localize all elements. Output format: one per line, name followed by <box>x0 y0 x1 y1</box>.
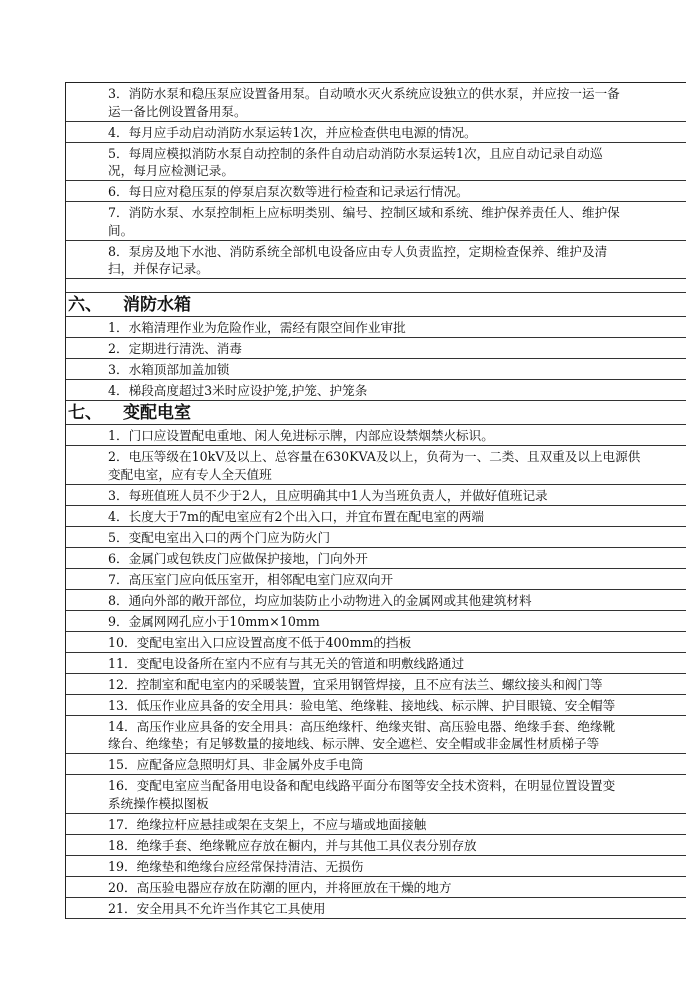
table-row <box>66 611 686 632</box>
item-text-line: 变配电室，应有专人全天值班 <box>108 466 272 482</box>
table-row <box>66 317 686 338</box>
item-text-line: 1．门口应设置配电重地、闲人免进标示牌，内部应设禁烟禁火标识。 <box>108 428 494 443</box>
table-row <box>66 380 686 401</box>
section-number: 七、 <box>68 403 102 423</box>
item-text-line: 3．水箱顶部加盖加锁 <box>108 362 230 377</box>
item-text-line: 3．消防水泵和稳压泵应设置备用泵。自动喷水灭火系统应设独立的供水泵，并应按一运一备 <box>108 86 620 101</box>
item-text-line: 13．低压作业应具备的安全用具：验电笔、绝缘鞋、接地线、标示牌、护目眼镜、安全帽等 <box>108 697 616 713</box>
item-text-line: 20．高压验电器应存放在防潮的匣内，并将匣放在干燥的地方 <box>108 879 452 895</box>
table-row <box>66 754 686 775</box>
table-row <box>66 485 686 506</box>
section-title: 消防水箱 <box>123 295 191 315</box>
table-row <box>66 143 686 182</box>
table-row <box>66 674 686 695</box>
item-text-line: 缘台、绝缘垫；有足够数量的接地线、标示牌、安全遮栏、安全帽或非金属性材质梯子等 <box>108 736 600 751</box>
item-text-line: 8．泵房及地下水池、消防系统全部机电设备应由专人负责监控，定期检查保养、维护及清 <box>108 243 608 259</box>
table-row <box>66 898 686 919</box>
item-text-line: 16．变配电室应当配备用电设备和配电线路平面分布图等安全技术资料，在明显位置设置变 <box>108 778 616 793</box>
section-header <box>66 401 686 425</box>
item-text-line: 5．每周应模拟消防水泵自动控制的条件自动启动消防水泵运转1次，且应自动记录自动巡 <box>108 145 603 161</box>
item-text-line: 12．控制室和配电室内的采暖装置，宜采用钢管焊接，且不应有法兰、螺纹接头和阀门等 <box>108 676 603 692</box>
empty-row <box>66 279 686 293</box>
table-row <box>66 775 686 814</box>
item-text-line: 3．每班值班人员不少于2人，且应明确其中1人为当班负责人，并做好值班记录 <box>108 487 548 503</box>
item-text-line: 间。 <box>108 222 134 238</box>
table-row <box>66 425 686 446</box>
table-row <box>66 632 686 653</box>
item-text-line: 7．高压室门应向低压室开，相邻配电室门应双向开 <box>108 571 394 587</box>
table-row <box>66 590 686 611</box>
section-title: 变配电室 <box>123 403 191 423</box>
item-text-line: 2．定期进行清洗、消毒 <box>108 341 242 356</box>
item-text-line: 运一备比例设置备用泵。 <box>108 103 247 119</box>
table-row <box>66 181 686 202</box>
item-text-line: 17．绝缘拉杆应悬挂或架在支架上，不应与墙或地面接触 <box>108 816 427 832</box>
section-number: 六、 <box>68 295 102 315</box>
table-row <box>66 653 686 674</box>
item-text-line: 9．金属网网孔应小于10mm×10mm <box>108 613 320 629</box>
table-row <box>66 83 686 122</box>
item-text-line: 扫，并保存记录。 <box>108 261 209 276</box>
table-row <box>66 446 686 485</box>
item-text-line: 21．安全用具不允许当作其它工具使用 <box>108 900 326 916</box>
table-row <box>66 856 686 877</box>
table-row <box>66 202 686 241</box>
table-row <box>66 338 686 359</box>
item-text-line: 4．长度大于7m的配电室应有2个出入口，并宜布置在配电室的两端 <box>108 508 485 524</box>
table-row <box>66 695 686 716</box>
table-row <box>66 548 686 569</box>
table-row <box>66 122 686 143</box>
table-row <box>66 527 686 548</box>
table-row <box>66 814 686 835</box>
item-text-line: 6．金属门或包铁皮门应做保护接地，门向外开 <box>108 550 368 566</box>
item-text-line: 11．变配电设备所在室内不应有与其无关的管道和明敷线路通过 <box>108 655 465 671</box>
table-row <box>66 241 686 280</box>
item-text-line: 8．通向外部的敞开部位，均应加装防止小动物进入的金属网或其他建筑材料 <box>108 592 532 608</box>
item-text-line: 系统操作模拟图板 <box>108 795 209 811</box>
item-text-line: 7．消防水泵、水泵控制柜上应标明类别、编号、控制区域和系统、维护保养责任人、维护保 <box>108 205 620 220</box>
table-row <box>66 835 686 856</box>
item-text-line: 2．电压等级在10kV及以上、总容量在630KVA及以上，负荷为一、二类、且双重及以上电源供 <box>108 449 641 464</box>
item-text-line: 15．应配备应急照明灯具、非金属外皮手电筒 <box>108 757 364 772</box>
document-table <box>65 82 686 919</box>
table-row <box>66 359 686 380</box>
table-row <box>66 506 686 527</box>
section-header <box>66 293 686 317</box>
item-text-line: 5．变配电室出入口的两个门应为防火门 <box>108 529 331 545</box>
item-text-line: 18．绝缘手套、绝缘靴应存放在橱内，并与其他工具仪表分别存放 <box>108 837 477 853</box>
item-text-line: 4．梯段高度超过3米时应设护笼,护笼、护笼条 <box>108 383 368 398</box>
item-text-line: 1．水箱清理作业为危险作业，需经有限空间作业审批 <box>108 320 406 335</box>
item-text-line: 14．高压作业应具备的安全用具：高压绝缘杆、绝缘夹钳、高压验电器、绝缘手套、绝缘靴 <box>108 718 616 734</box>
table-row <box>66 716 686 755</box>
table-row <box>66 569 686 590</box>
table-row <box>66 877 686 898</box>
item-text-line: 10．变配电室出入口应设置高度不低于400mm的挡板 <box>108 634 412 650</box>
item-text-line: 19．绝缘垫和绝缘台应经常保持清洁、无损伤 <box>108 858 364 874</box>
item-text-line: 况，每月应检测记录。 <box>108 163 234 178</box>
item-text-line: 4．每月应手动启动消防水泵运转1次，并应检查供电电源的情况。 <box>108 124 477 140</box>
item-text-line: 6．每日应对稳压泵的停泵启泵次数等进行检查和记录运行情况。 <box>108 184 469 199</box>
